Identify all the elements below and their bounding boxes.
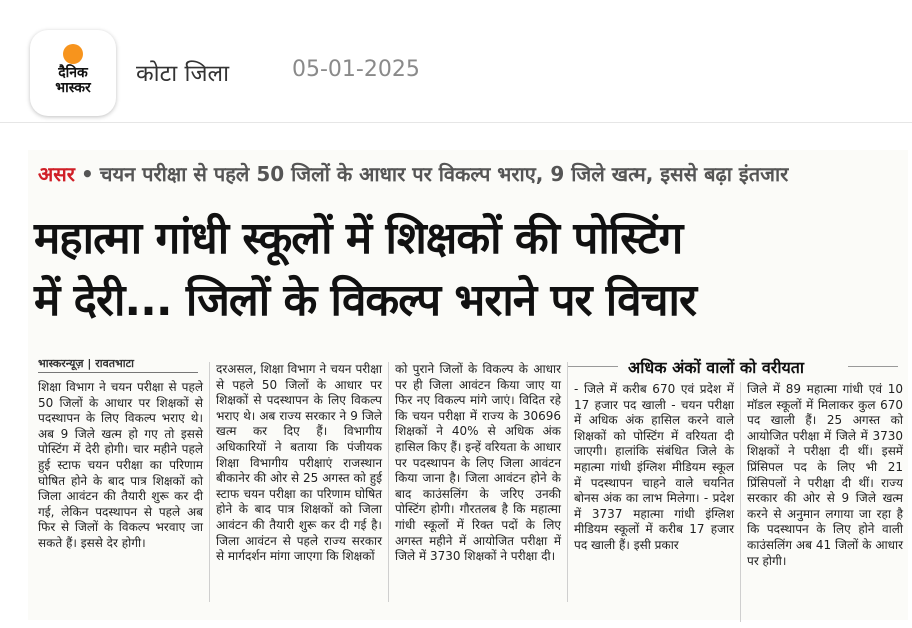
edition-city: कोटा जिला — [136, 61, 230, 87]
column-rule — [388, 362, 389, 602]
kicker-line — [38, 160, 898, 194]
headline-line-1: महात्मा गांधी स्कूलों में शिक्षकों की पोस्टिंग — [34, 213, 683, 264]
column-rule — [567, 362, 568, 602]
headline — [34, 208, 904, 332]
headline-line-2: में देरी... जिलों के विकल्प भराने पर विचार — [34, 275, 696, 326]
byline-rule — [38, 372, 198, 373]
header-divider — [0, 122, 912, 123]
logo-text-line2: भास्कर — [55, 80, 91, 96]
dainik-bhaskar-logo[interactable] — [30, 30, 116, 116]
app-header — [0, 0, 912, 118]
kicker-label: असर — [38, 162, 75, 186]
news-clipping — [28, 150, 908, 620]
subhead-rule-left — [568, 366, 618, 367]
article-column-5: जिले में 89 महात्मा गांधी एवं 10 मॉडल स्कूलों में मिलाकर कुल 670 पद खाली हैं। 25 अगस्त को आयोजित परीक्षा में जिले में 3730 शिक्षकों ने परीक्षा दी थीं। इसमें प्रिंसिपल पद के लिए भी 21 प्रिंसिपलों ने परीक्षा दी थीं। राज्य सरकार की ओर से 9 जिले खत्म करने से अनुमान लगाया जा रहा है कि पदस्थापन के लिए होने वाली काउंसलिंग अब 41 जिलों के आधार पर होगी। — [747, 382, 903, 568]
kicker-bullet: • — [80, 162, 94, 186]
byline: भास्करन्यूज़ | रावतभाटा — [38, 357, 134, 370]
subhead: अधिक अंकों वालों को वरीयता — [628, 358, 805, 377]
article-column-3: को पुराने जिलों के विकल्प के आधार पर ही जिला आवंटन किया जाए या फिर नए विकल्प मांगे जाएं। विदित रहे कि चयन परीक्षा में राज्य के 30696 शिक्षकों ने 40% से अधिक अंक हासिल किए हैं। इन्हें वरियता के आधार पर पदस्थापन के लिए जिला आवंटन किया जाना है। जिला आवंटन होने के बाद काउंसलिंग के जरिए उनकी पोस्टिंग होगी। गौरतलब है कि महात्मा गांधी स्कूलों में रिक्त पदों के लिए अगस्त महीने में आयोजित परीक्षा में जिले में 3730 शिक्षकों ने परीक्षा दी। — [395, 362, 561, 564]
column-rule — [740, 382, 741, 622]
column-rule — [209, 362, 210, 602]
edition-date: 05-01-2025 — [292, 57, 420, 82]
article-column-2: दरअसल, शिक्षा विभाग ने चयन परीक्षा से पहले 50 जिलों के आधार पर शिक्षकों से पदस्थापन के लिए विकल्प भराए थे। अब राज्य सरकार ने 9 जिले खत्म कर दिए हैं। विभागीय अधिकारियों ने बताया कि पंजीयक शिक्षा विभागीय परीक्षाएं राजस्थान बीकानेर की ओर से 25 अगस्त को हुई स्टाफ चयन परीक्षा का परिणाम घोषित होने के बाद पात्र शिक्षकों को जिला आवंटन की तैयारी शुरू कर दी गई है। जिला आवंटन से पहले राज्य सरकार से मार्गदर्शन मांगा जाएगा कि शिक्षकों — [216, 362, 382, 564]
kicker-text: चयन परीक्षा से पहले 50 जिलों के आधार पर विकल्प भराए, 9 जिले खत्म, इससे बढ़ा इंतजार — [99, 162, 789, 186]
sun-logo-icon — [63, 44, 83, 64]
article-column-1: शिक्षा विभाग ने चयन परीक्षा से पहले 50 जिलों के आधार पर शिक्षकों से पदस्थापन के लिए विकल्प भराए थे। अब 9 जिले खत्म हो गए तो इससे पोस्टिंग में देरी होगी। चार महीने पहले हुई स्टाफ चयन परीक्षा का परिणाम घोषित होने के बाद पात्र शिक्षकों को जिला आवंटन की तैयारी शुरू कर दी गई, लेकिन पदस्थापन से पहले अब फिर से जिलों के विकल्प भरवाए जा सकते हैं। इससे देर होगी। — [38, 380, 203, 550]
subhead-rule-right — [848, 366, 898, 367]
logo-text-line1: दैनिक — [58, 65, 88, 81]
article-column-4: - जिले में करीब 670 एवं प्रदेश में 17 हजार पद खाली - चयन परीक्षा में अधिक अंक हासिल करने वाले शिक्षकों को पोस्टिंग में वरियता दी जाएगी। हालांकि संबंधित जिले के महात्मा गांधी इंग्लिश मीडियम स्कूल में पदस्थापन चाहने वाले चयनित बोनस अंक का लाभ मिलेगा। - प्रदेश में 3737 महात्मा गांधी इंग्लिश मीडियम स्कूलों में करीब 17 हजार पद खाली हैं। इसी प्रकार — [574, 382, 734, 552]
